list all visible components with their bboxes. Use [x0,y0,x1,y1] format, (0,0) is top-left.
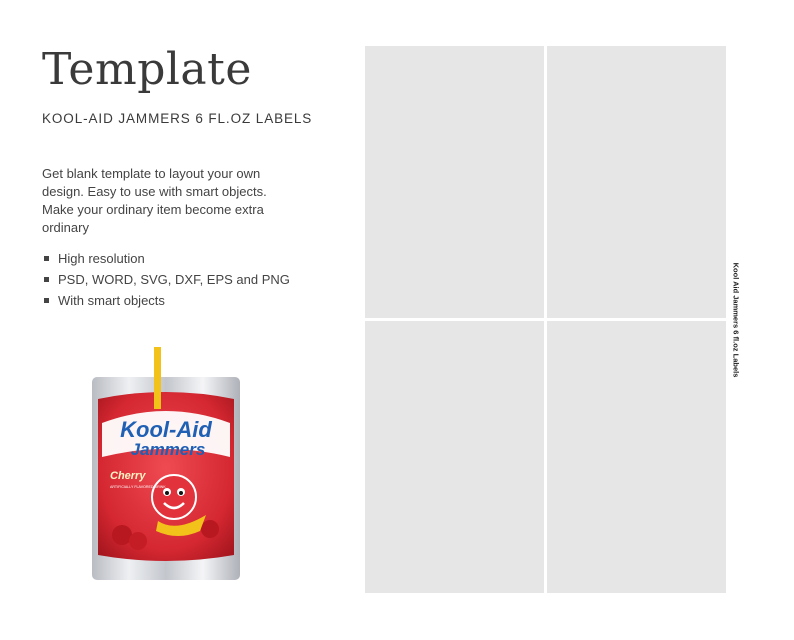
label-panel-top-right [547,46,726,318]
brand-line-2: Jammers [130,440,206,459]
feature-item: High resolution [42,248,290,269]
feature-item: With smart objects [42,290,290,311]
label-panel-top-left [365,46,544,318]
feature-item: PSD, WORD, SVG, DXF, EPS and PNG [42,269,290,290]
side-label: Kool Aid Jammers 6 fl.oz Labels [731,262,741,378]
label-panel-bottom-right [547,321,726,593]
label-panel-bottom-left [365,321,544,593]
flavor-sublabel: ARTIFICIALLY FLAVORED DRINK [110,485,166,489]
feature-list [42,248,290,311]
description-text: Get blank template to layout your own design. Easy to use with smart objects. Make your ordinary item become extra ordinary [42,166,267,235]
page-title: Template [42,44,252,95]
brand-line-1: Kool-Aid [120,417,212,442]
product-image [88,345,244,585]
flavor-label: Cherry [110,470,146,482]
page-subtitle: KOOL-AID JAMMERS 6 FL.OZ LABELS [42,111,313,126]
